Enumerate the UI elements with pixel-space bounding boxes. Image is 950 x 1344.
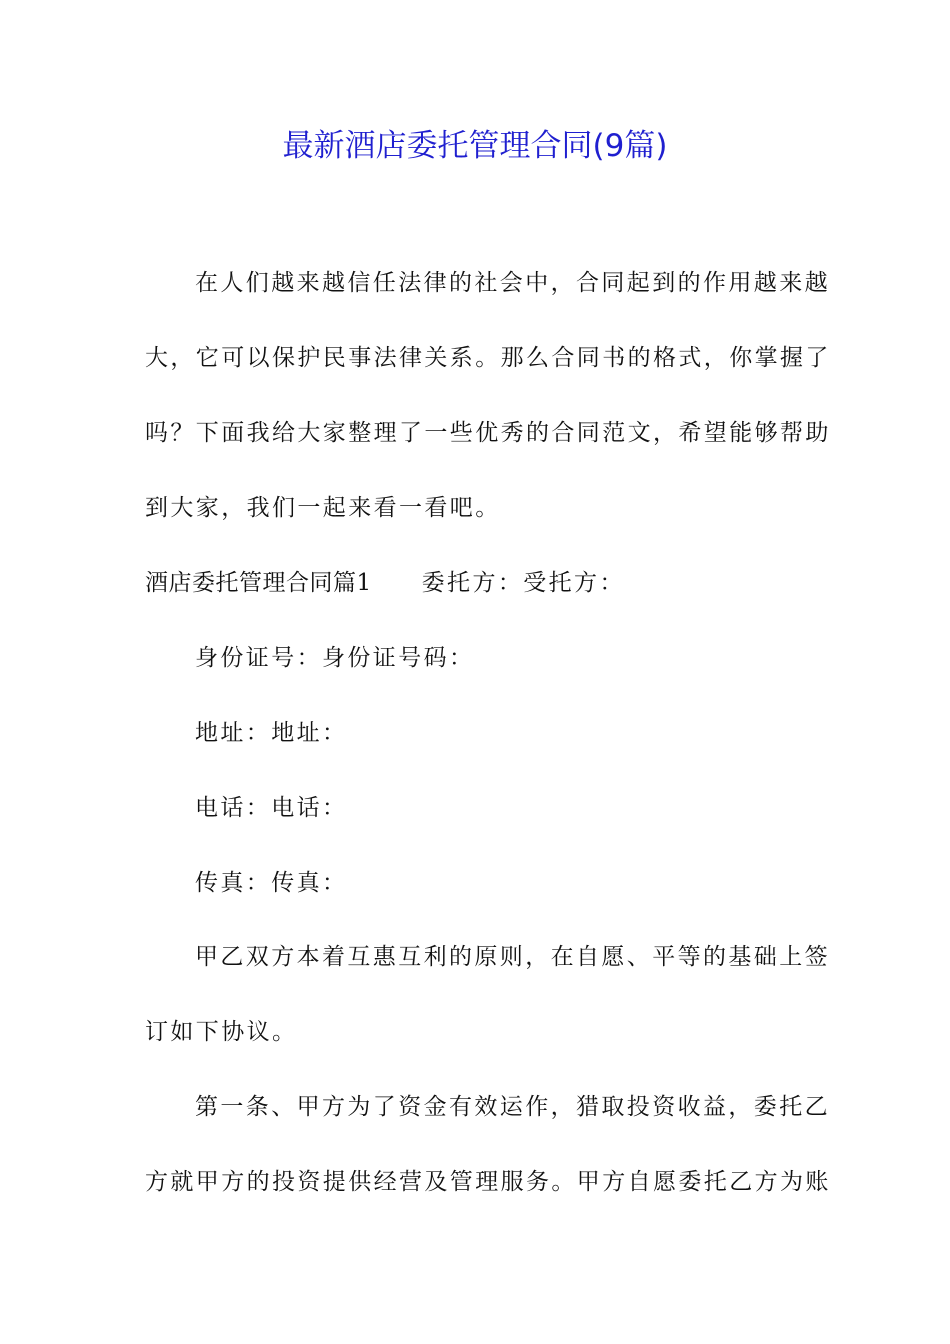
intro-line-1: 在人们越来越信任法律的社会中，合同起到的作用越来越 — [195, 270, 830, 296]
article-1-line-1: 第一条、甲方为了资金有效运作，猎取投资收益，委托乙 — [195, 1094, 830, 1120]
field-address: 地址：地址： — [195, 720, 348, 746]
article-1-line-2: 方就甲方的投资提供经营及管理服务。甲方自愿委托乙方为账 — [145, 1169, 831, 1195]
intro-line-4: 到大家，我们一起来看一看吧。 — [145, 495, 501, 521]
intro-line-2: 大，它可以保护民事法律关系。那么合同书的格式，你掌握了 — [145, 345, 831, 371]
section-heading: 酒店委托管理合同篇1 — [145, 570, 372, 596]
field-id-number: 身份证号：身份证号码： — [195, 645, 475, 671]
section-heading-row — [145, 568, 625, 598]
field-phone: 电话：电话： — [195, 795, 348, 821]
agreement-line-1: 甲乙双方本着互惠互利的原则，在自愿、平等的基础上签 — [195, 944, 830, 970]
field-fax: 传真：传真： — [195, 870, 348, 896]
document-title: 最新酒店委托管理合同(9篇) — [282, 128, 668, 164]
agreement-line-2: 订如下协议。 — [145, 1019, 298, 1045]
parties-label: 委托方：受托方： — [421, 570, 625, 596]
intro-line-3: 吗？下面我给大家整理了一些优秀的合同范文，希望能够帮助 — [145, 420, 831, 446]
